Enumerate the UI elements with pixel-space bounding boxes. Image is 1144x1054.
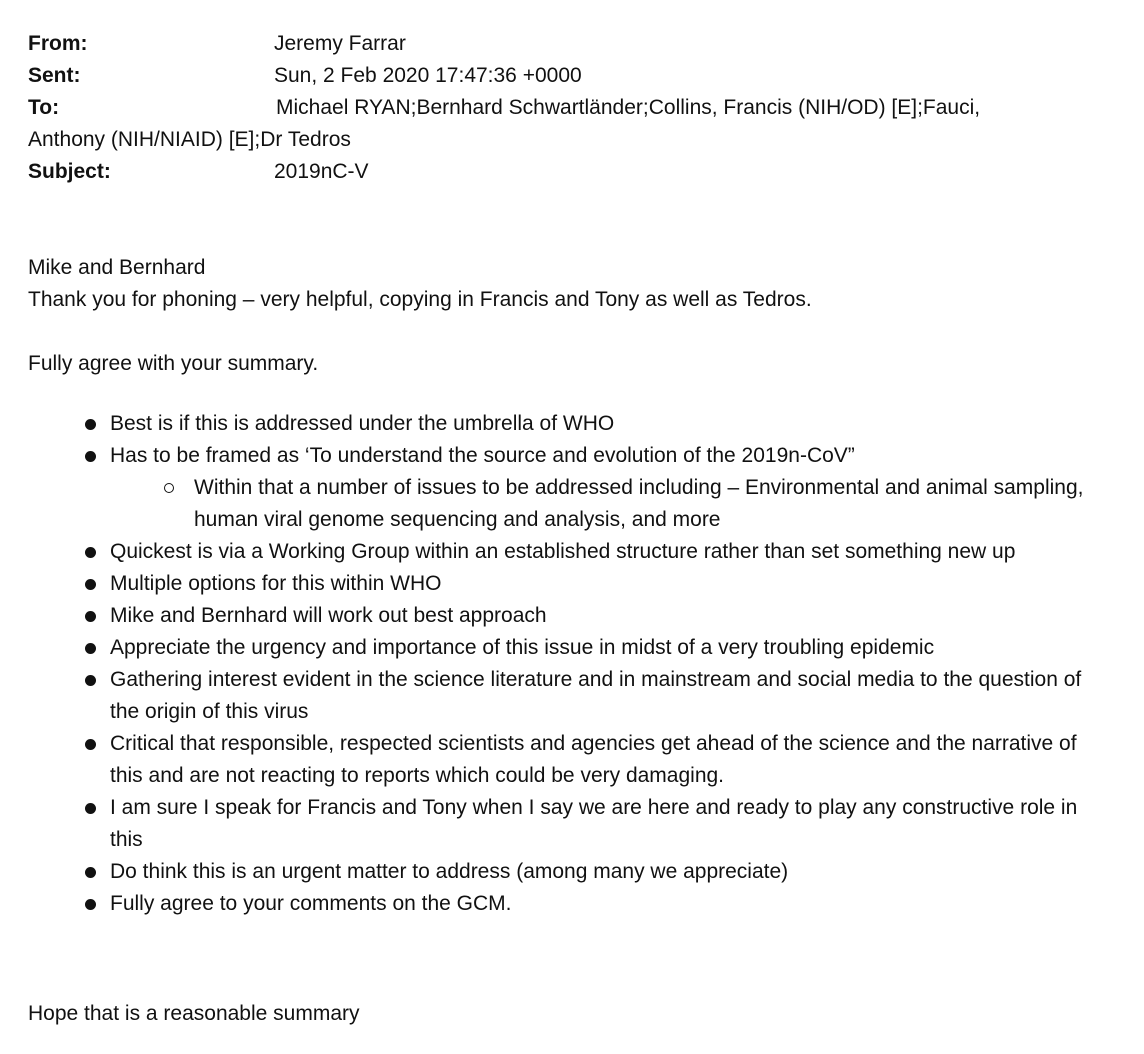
sub-list xyxy=(164,472,1084,536)
to-value-line2: Anthony (NIH/NIAID) [E];Dr Tedros xyxy=(28,128,351,151)
summary-list xyxy=(82,408,1112,920)
sent-row xyxy=(28,60,1118,92)
greeting: Mike and Bernhard xyxy=(28,256,206,279)
hollow-bullet-icon xyxy=(164,483,174,493)
from-label: From: xyxy=(28,32,88,55)
list-item-text: Do think this is an urgent matter to address (among many we appreciate) xyxy=(110,860,789,883)
bullet-icon xyxy=(85,419,96,430)
subject-value: 2019nC-V xyxy=(274,160,369,183)
subject-row xyxy=(28,156,1118,188)
thanks-line: Thank you for phoning – very helpful, copying in Francis and Tony as well as Tedros. xyxy=(28,288,812,311)
agree-line: Fully agree with your summary. xyxy=(28,352,319,375)
bullet-icon xyxy=(85,451,96,462)
list-item xyxy=(82,728,1112,792)
bullet-icon xyxy=(85,675,96,686)
list-item xyxy=(82,632,1112,664)
bullet-icon xyxy=(85,867,96,878)
bullet-icon xyxy=(85,803,96,814)
list-item-text: Mike and Bernhard will work out best approach xyxy=(110,604,547,627)
to-row xyxy=(28,92,1118,124)
list-item-text: Has to be framed as ‘To understand the source and evolution of the 2019n-CoV” xyxy=(110,444,855,467)
sub-list-item xyxy=(164,472,1084,536)
sub-list-item-text: Within that a number of issues to be addressed including – Environmental and animal sampling, human viral genome sequencing and analysis, and more xyxy=(194,476,1084,531)
sent-value: Sun, 2 Feb 2020 17:47:36 +0000 xyxy=(274,64,582,87)
subject-label: Subject: xyxy=(28,160,111,183)
list-item-text: Appreciate the urgency and importance of this issue in midst of a very troubling epidemic xyxy=(110,636,935,659)
bullet-icon xyxy=(85,899,96,910)
list-item-text: Gathering interest evident in the science literature and in mainstream and social media to the question of the origin of this virus xyxy=(110,668,1082,723)
list-item-text: Quickest is via a Working Group within an established structure rather than set something new up xyxy=(110,540,1016,563)
list-item-text: Best is if this is addressed under the umbrella of WHO xyxy=(110,412,615,435)
list-item-text: I am sure I speak for Francis and Tony when I say we are here and ready to play any constructive role in this xyxy=(110,796,1078,851)
list-item xyxy=(82,600,1112,632)
list-item xyxy=(82,408,1112,440)
list-item-text: Multiple options for this within WHO xyxy=(110,572,442,595)
bullet-icon xyxy=(85,611,96,622)
list-item xyxy=(82,440,1112,536)
list-item xyxy=(82,664,1112,728)
email-body xyxy=(28,252,1118,380)
email-header xyxy=(28,28,1118,188)
bullet-icon xyxy=(85,547,96,558)
list-item-text: Fully agree to your comments on the GCM. xyxy=(110,892,512,915)
list-item xyxy=(82,856,1112,888)
sent-label: Sent: xyxy=(28,64,81,87)
list-item xyxy=(82,568,1112,600)
bullet-icon xyxy=(85,579,96,590)
list-item xyxy=(82,536,1112,568)
from-row xyxy=(28,28,1118,60)
list-item xyxy=(82,792,1112,856)
to-label: To: xyxy=(28,96,60,119)
list-item xyxy=(82,888,1112,920)
closing-line: Hope that is a reasonable summary xyxy=(28,1002,360,1025)
to-value-line1: Michael RYAN;Bernhard Schwartländer;Collins, Francis (NIH/OD) [E];Fauci, xyxy=(276,96,981,119)
from-value: Jeremy Farrar xyxy=(274,32,406,55)
bullet-icon xyxy=(85,643,96,654)
bullet-icon xyxy=(85,739,96,750)
list-item-text: Critical that responsible, respected scientists and agencies get ahead of the science and the narrative of this and are not reacting to reports which could be very damaging. xyxy=(110,732,1077,787)
